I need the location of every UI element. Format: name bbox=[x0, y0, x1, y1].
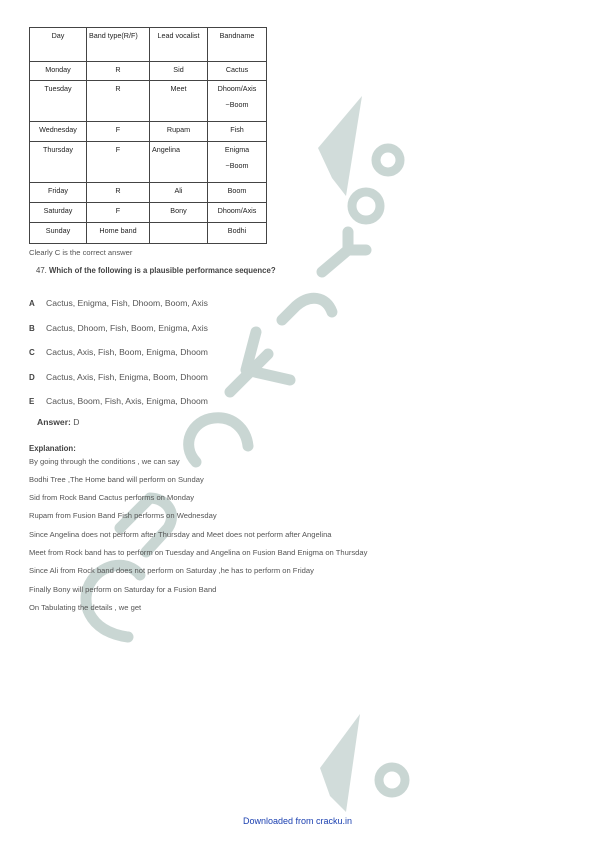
table-row bbox=[30, 203, 267, 223]
option-text: Cactus, Dhoom, Fish, Boom, Enigma, Axis bbox=[46, 323, 208, 333]
answer-value: D bbox=[73, 417, 80, 427]
option-letter: A bbox=[29, 299, 35, 308]
cell-vocalist: Sid bbox=[150, 62, 208, 81]
option-c[interactable] bbox=[29, 347, 208, 357]
cell-day: Tuesday bbox=[30, 81, 87, 122]
answer-label: Answer: bbox=[37, 417, 71, 427]
cell-day: Thursday bbox=[30, 142, 87, 183]
cell-day: Saturday bbox=[30, 203, 87, 223]
option-b[interactable] bbox=[29, 323, 208, 333]
cell-band bbox=[208, 142, 267, 183]
option-letter: D bbox=[29, 373, 35, 382]
answer bbox=[37, 417, 80, 427]
header-bandname: Bandname bbox=[208, 28, 267, 62]
explanation-line: Since Angelina does not perform after Thursday and Meet does not perform after Angelina bbox=[29, 530, 332, 539]
question-number: 47. bbox=[36, 266, 47, 275]
explanation-heading: Explanation: bbox=[29, 444, 76, 453]
cell-type: R bbox=[87, 81, 150, 122]
header-band-type: Band type(R/F) bbox=[87, 28, 150, 62]
cell-vocalist: Meet bbox=[150, 81, 208, 122]
table-row bbox=[30, 62, 267, 81]
option-letter: E bbox=[29, 397, 35, 406]
cell-day: Sunday bbox=[30, 223, 87, 244]
cell-type: R bbox=[87, 62, 150, 81]
cell-vocalist: Ali bbox=[150, 183, 208, 203]
cell-band: Bodhi bbox=[208, 223, 267, 244]
header-day: Day bbox=[30, 28, 87, 62]
cell-type: R bbox=[87, 183, 150, 203]
cell-band-extra: ~Boom bbox=[225, 100, 249, 110]
cell-day: Friday bbox=[30, 183, 87, 203]
option-d[interactable] bbox=[29, 372, 208, 382]
cell-type: F bbox=[87, 142, 150, 183]
option-text: Cactus, Boom, Fish, Axis, Enigma, Dhoom bbox=[46, 396, 208, 406]
cell-band bbox=[208, 81, 267, 122]
option-text: Cactus, Axis, Fish, Enigma, Boom, Dhoom bbox=[46, 372, 208, 382]
cell-band: Dhoom/Axis bbox=[208, 203, 267, 223]
explanation-line: Since Ali from Rock band does not perform on Saturday ,he has to perform on Friday bbox=[29, 566, 314, 575]
footer-link[interactable]: Downloaded from cracku.in bbox=[242, 816, 353, 826]
table-row bbox=[30, 183, 267, 203]
explanation-line: Meet from Rock band has to perform on Tuesday and Angelina on Fusion Band Enigma on Thursday bbox=[29, 548, 368, 557]
cell-vocalist: Bony bbox=[150, 203, 208, 223]
explanation-line: Finally Bony will perform on Saturday for a Fusion Band bbox=[29, 585, 217, 594]
table-row bbox=[30, 81, 267, 122]
option-text: Cactus, Axis, Fish, Boom, Enigma, Dhoom bbox=[46, 347, 208, 357]
table-row bbox=[30, 142, 267, 183]
table-header-row bbox=[30, 28, 267, 62]
explanation-line: On Tabulating the details , we get bbox=[29, 603, 142, 612]
cell-type: F bbox=[87, 122, 150, 142]
table-row bbox=[30, 122, 267, 142]
option-letter: C bbox=[29, 348, 35, 357]
cell-band: Boom bbox=[208, 183, 267, 203]
cell-vocalist: Rupam bbox=[150, 122, 208, 142]
option-e[interactable] bbox=[29, 396, 208, 406]
cell-type: Home band bbox=[87, 223, 150, 244]
explanation-line: Sid from Rock Band Cactus performs on Monday bbox=[29, 493, 195, 502]
answer-note: Clearly C is the correct answer bbox=[29, 248, 133, 257]
cell-band-name: Dhoom/Axis bbox=[217, 84, 257, 93]
cell-band: Fish bbox=[208, 122, 267, 142]
cell-vocalist bbox=[150, 223, 208, 244]
explanation-line: Rupam from Fusion Band Fish performs on Wednesday bbox=[29, 511, 217, 520]
cell-day: Monday bbox=[30, 62, 87, 81]
question bbox=[36, 266, 276, 275]
cell-type: F bbox=[87, 203, 150, 223]
cell-vocalist: Angelina bbox=[150, 142, 208, 183]
cell-day: Wednesday bbox=[30, 122, 87, 142]
option-letter: B bbox=[29, 324, 35, 333]
schedule-table bbox=[29, 27, 267, 244]
cell-band: Cactus bbox=[208, 62, 267, 81]
explanation-line: By going through the conditions , we can say bbox=[29, 457, 180, 466]
option-text: Cactus, Enigma, Fish, Dhoom, Boom, Axis bbox=[46, 298, 208, 308]
header-lead-vocalist: Lead vocalist bbox=[150, 28, 208, 62]
cell-band-name: Enigma bbox=[224, 145, 250, 154]
explanation-line: Bodhi Tree ,The Home band will perform on Sunday bbox=[29, 475, 204, 484]
option-a[interactable] bbox=[29, 298, 208, 308]
cell-band-extra: ~Boom bbox=[225, 161, 249, 171]
table-row bbox=[30, 223, 267, 244]
question-text: Which of the following is a plausible performance sequence? bbox=[49, 266, 276, 275]
